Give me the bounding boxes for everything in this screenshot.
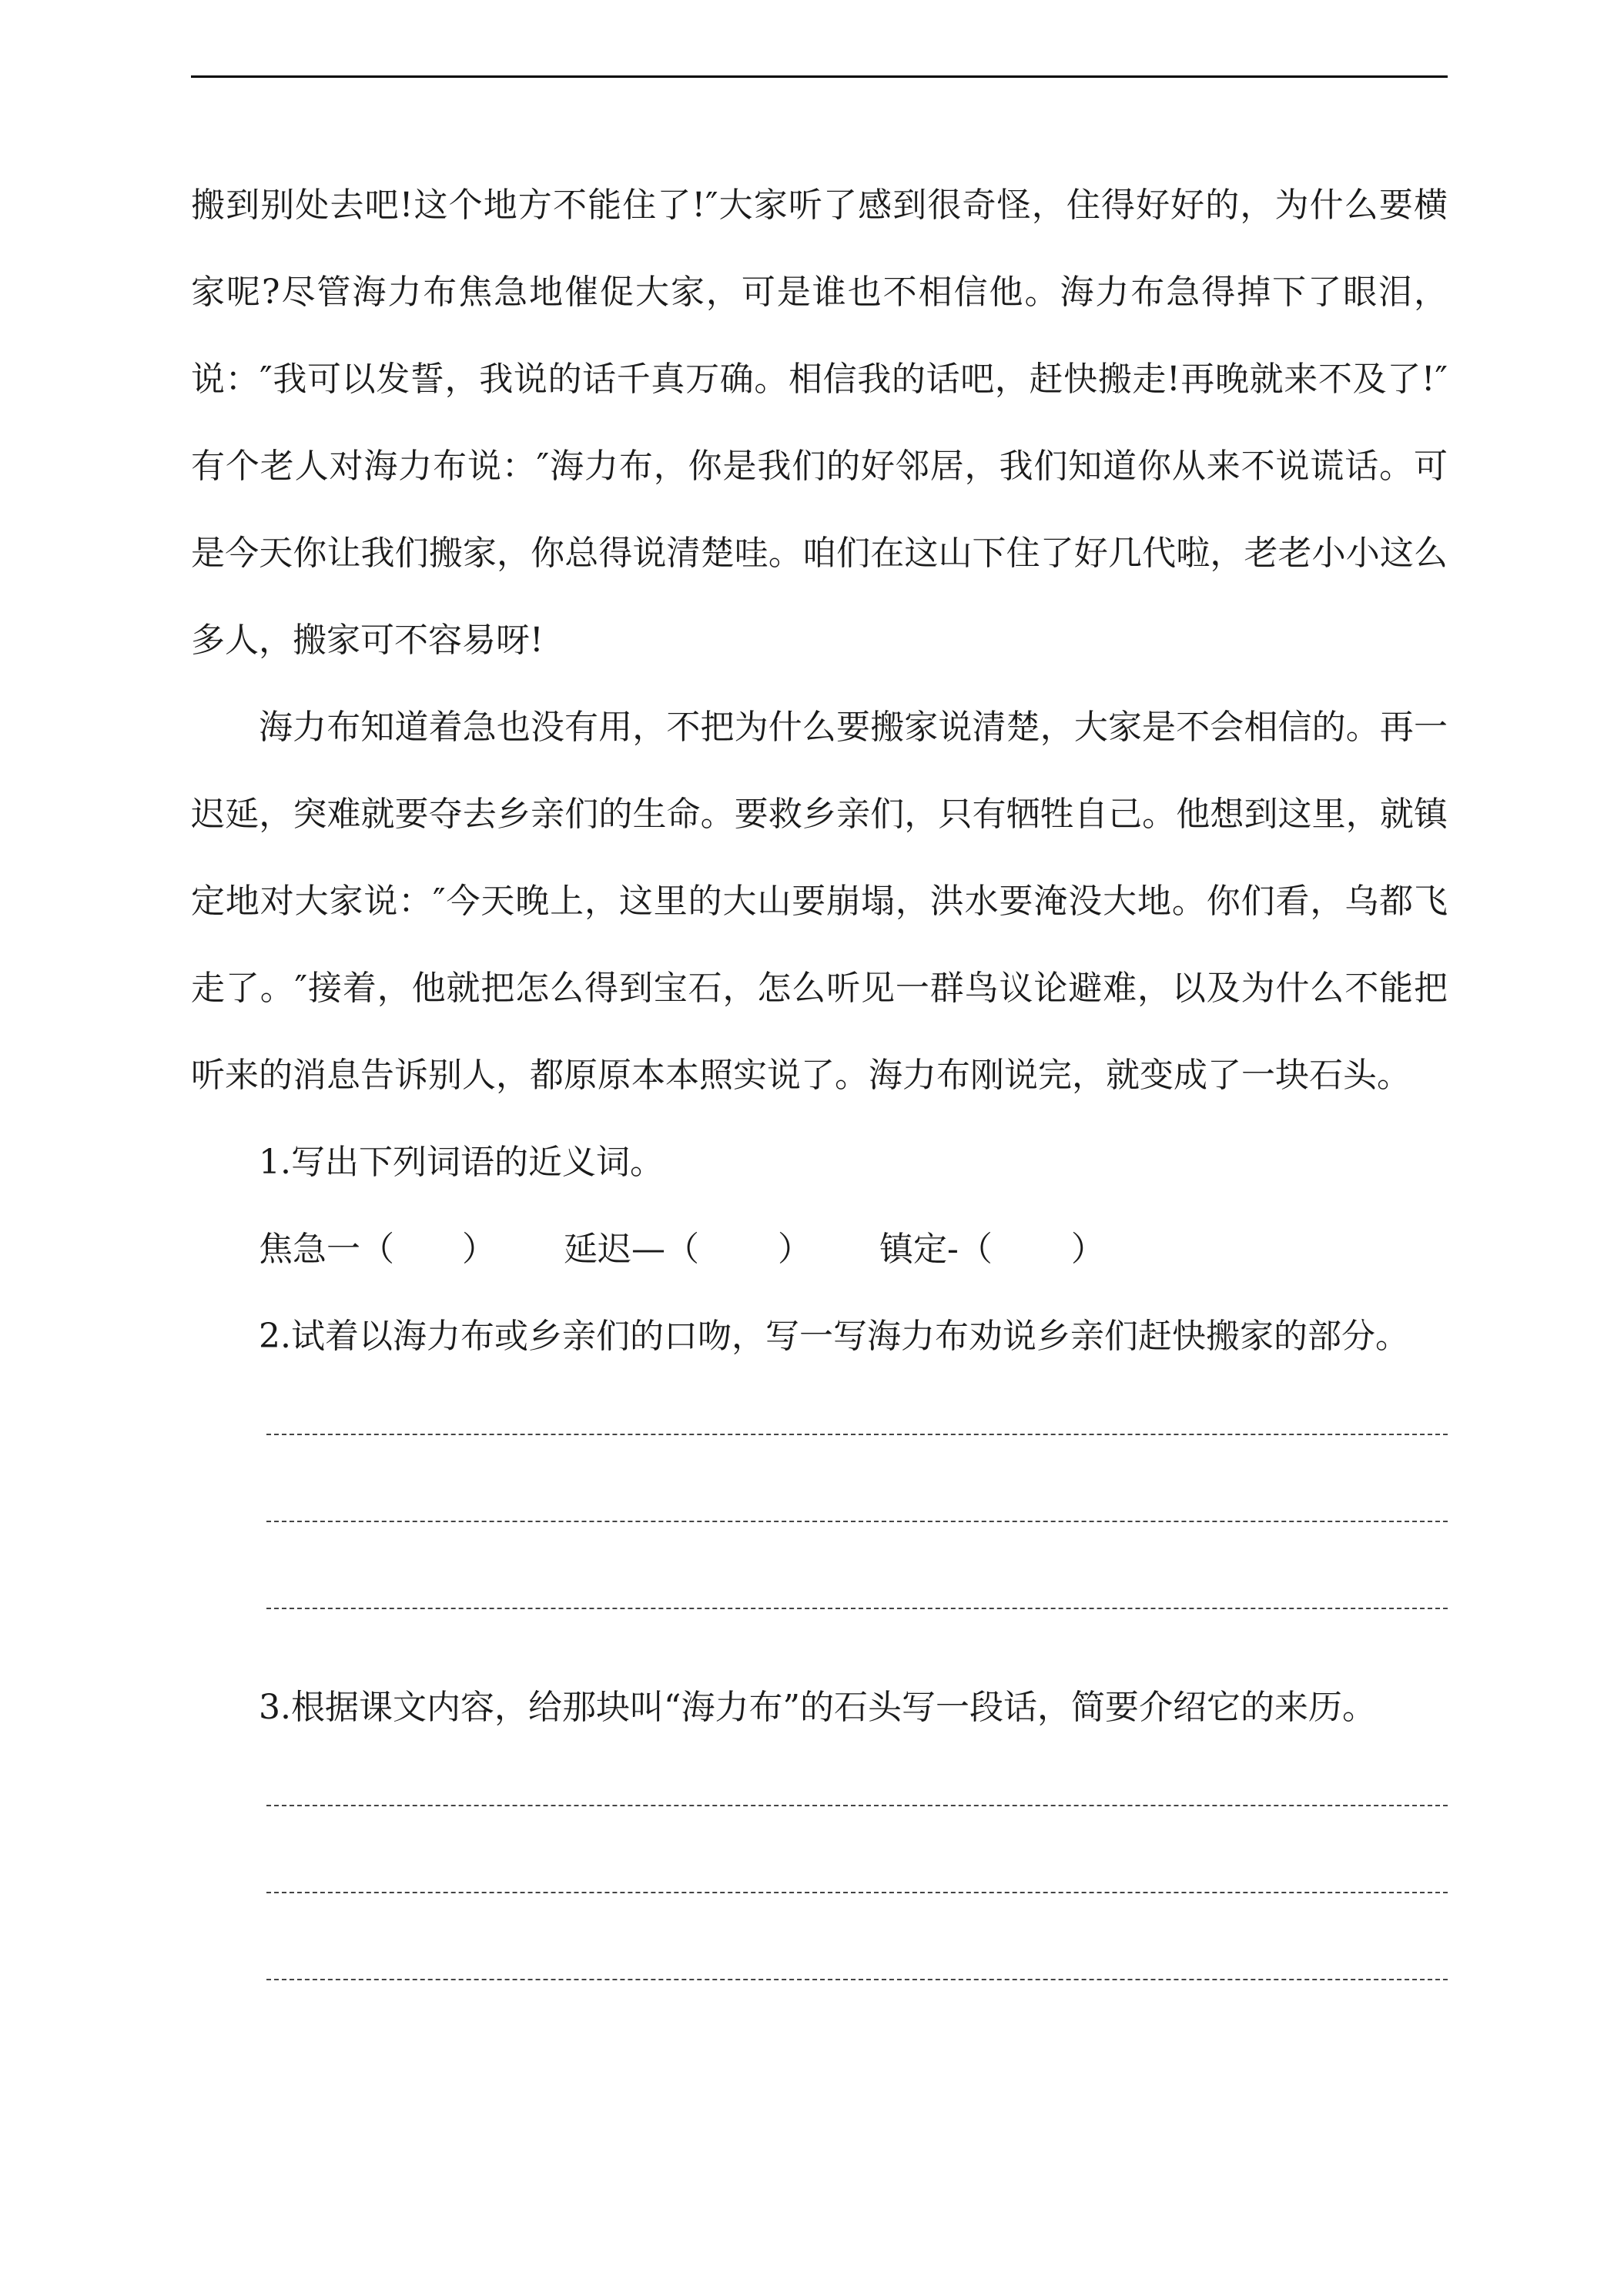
answer-line[interactable] <box>266 1558 1448 1645</box>
synonym-row <box>191 1206 1448 1293</box>
question-2-prompt: 2.试着以海力布或乡亲们的口吻，写一写海力布劝说乡亲们赶快搬家的部分。 <box>259 1317 1409 1356</box>
question-1-prompt: 1.写出下列词语的近义词。 <box>259 1143 664 1182</box>
synonym-item-2[interactable]: 延迟—（ ） <box>564 1230 812 1269</box>
answer-line[interactable] <box>266 1842 1448 1930</box>
synonym-item-1[interactable]: 焦急一（ ） <box>259 1230 496 1269</box>
synonym-item-3[interactable]: 镇定-（ ） <box>879 1230 1105 1269</box>
question-2-answer-area <box>191 1384 1448 1645</box>
answer-line[interactable] <box>266 1755 1448 1842</box>
question-3-prompt: 3.根据课文内容，给那块叫“海力布”的石头写一段话，简要介绍它的来历。 <box>259 1688 1376 1727</box>
worksheet-content <box>191 162 1448 2017</box>
header-rule <box>191 75 1448 78</box>
question-3-answer-area <box>191 1755 1448 2017</box>
answer-line[interactable] <box>266 1471 1448 1558</box>
section-spacer <box>191 1645 1448 1664</box>
answer-line[interactable] <box>266 1930 1448 2017</box>
passage-paragraph-2: 海力布知道着急也没有用，不把为什么要搬家说清楚，大家是不会相信的。再一迟延，突难就要夺去乡亲们的生命。要救乡亲们，只有牺牲自己。他想到这里，就镇定地对大家说：″今天晚上，这里的大山要崩塌，洪水要淹没大地。你们看，乌都飞走了。″接着，他就把怎么得到宝石，怎么听见一群鸟议论避难，以及为什么不能把听来的消息告诉别人，都原原本本照实说了。海力布刚说完，就变成了一块石头。 <box>191 708 1448 1095</box>
answer-line[interactable] <box>266 1384 1448 1471</box>
passage-paragraph-1: 搬到别处去吧!这个地方不能住了!″大家听了感到很奇怪，住得好好的，为什么要横家呢?尽管海力布焦急地催促大家，可是谁也不相信他。海力布急得掉下了眼泪，说：″我可以发誓，我说的话千真万确。相信我的话吧，赶快搬走!再晚就来不及了!″有个老人对海力布说：″海力布，你是我们的好邻居，我们知道你从来不说谎话。可是今天你让我们搬家，你总得说清楚哇。咱们在这山下住了好几代啦，老老小小这么多人，搬家可不容易呀! <box>191 186 1448 660</box>
